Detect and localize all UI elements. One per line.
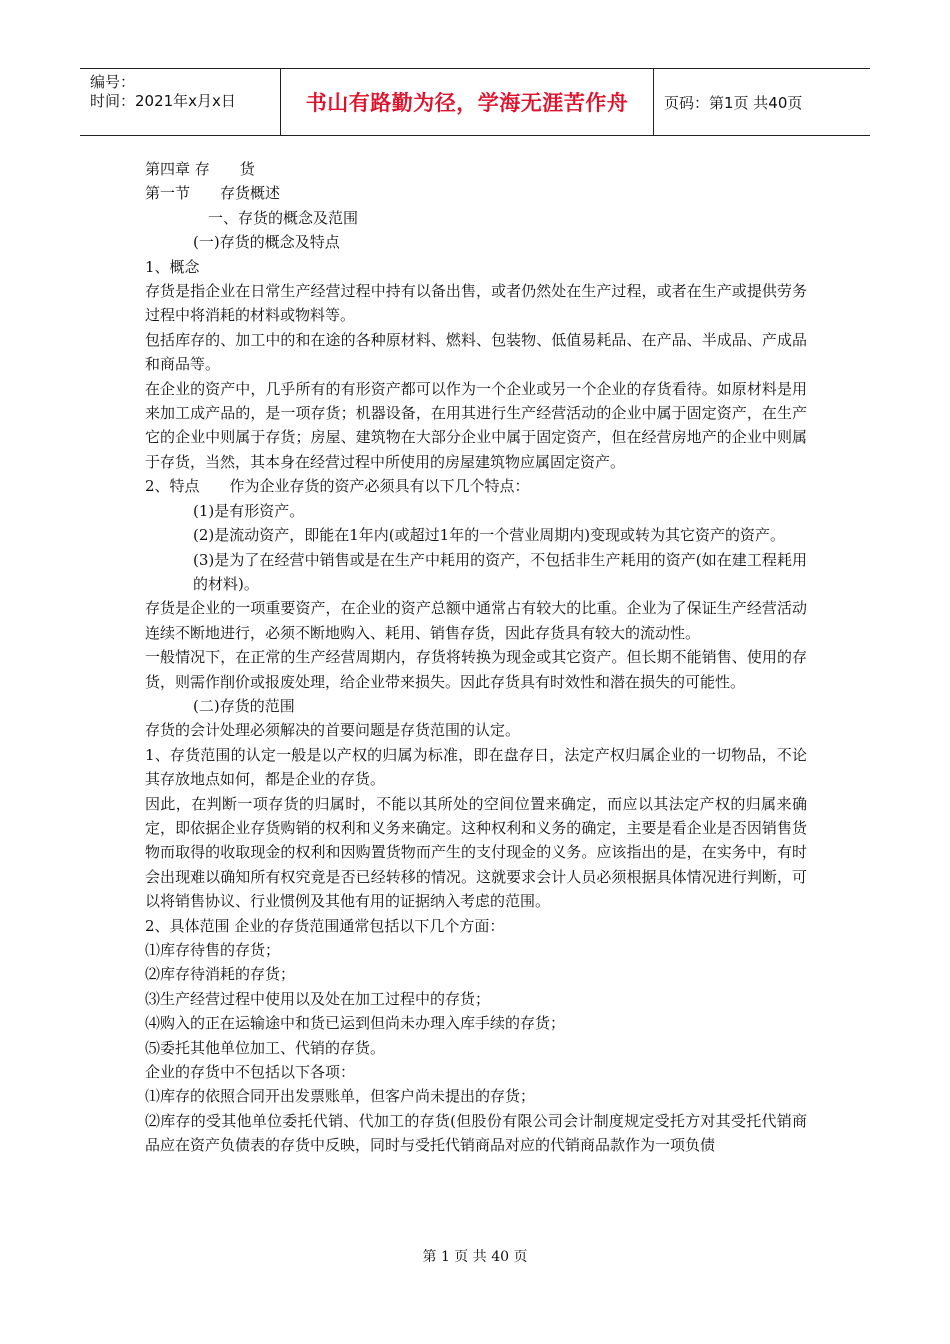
header-page-number: 页码：第1页 共40页	[664, 93, 803, 112]
paragraph: (1)是有形资产。	[193, 501, 305, 520]
paragraph: 2、具体范围 企业的存货范围通常包括以下几个方面：	[145, 916, 505, 935]
paragraph: 存货的会计处理必须解决的首要问题是存货范围的认定。	[145, 721, 521, 740]
paragraph: ⑸委托其他单位加工、代销的存货。	[145, 1038, 386, 1057]
paragraph: 1、存货范围的认定一般是以产权的归属为标准，即在盘存日，法定产权归属企业的一切物品，不论其存放地点如何，都是企业的存货。	[145, 745, 807, 789]
paragraph: 一、存货的概念及范围	[193, 208, 359, 227]
paragraph: 因此，在判断一项存货的归属时，不能以其所处的空间位置来确定，而应以其法定产权的归属来确定，即依据企业存货购销的权利和义务来确定。这种权利和义务的确定，主要是看企业是否因销售货物而取得的收取现金的权利和因购置货物而产生的支付现金的义务。应该指出的是，在实务中，有时会出现难以确知所有权究竟是否已经转移的情况。这就要求会计人员必须根据具体情况进行判断，可以将销售协议、行业惯例及其他有用的证据纳入考虑的范围。	[145, 794, 807, 911]
paragraph: ⑵库存待消耗的存货；	[145, 965, 296, 984]
header-motto: 书山有路勤为径，学海无涯苦作舟	[281, 69, 654, 135]
paragraph: 存货是企业的一项重要资产，在企业的资产总额中通常占有较大的比重。企业为了保证生产经营活动连续不断地进行，必须不断地购入、耗用、销售存货，因此存货具有较大的流动性。	[145, 599, 807, 642]
paragraph: 企业的存货中不包括以下各项：	[145, 1063, 356, 1082]
document-body	[145, 157, 807, 1158]
paragraph: 在企业的资产中，几乎所有的有形资产都可以作为一个企业或另一个企业的存货看待。如原材料是用来加工成产品的，是一项存货；机器设备，在用其进行生产经营活动的企业中属于固定资产，在生产它的企业中则属于存货；房屋、建筑物在大部分企业中属于固定资产，但在经营房地产的企业中则属于存货，当然，其本身在经营过程中所使用的房屋建筑物应属固定资产。	[145, 379, 807, 471]
paragraph: 2、特点 作为企业存货的资产必须具有以下几个特点：	[145, 477, 530, 496]
document-time-label: 时间：2021年x月x日	[90, 92, 236, 110]
paragraph: (一)存货的概念及特点	[193, 233, 340, 252]
paragraph: 包括库存的、加工中的和在途的各种原材料、燃料、包装物、低值易耗品、在产品、半成品、产成品和商品等。	[145, 330, 807, 374]
paragraph: ⑴库存的依照合同开出发票账单，但客户尚未提出的存货；	[145, 1087, 536, 1106]
paragraph: 一般情况下，在正常的生产经营周期内，存货将转换为现金或其它资产。但长期不能销售、使用的存货，则需作削价或报废处理，给企业带来损失。因此存货具有时效性和潜在损失的可能性。	[145, 648, 807, 691]
document-number-label: 编号：	[90, 73, 136, 91]
header-info-cell	[80, 69, 281, 135]
paragraph: (二)存货的范围	[193, 696, 295, 715]
page-header	[80, 68, 870, 136]
paragraph: 1、概念	[145, 257, 200, 276]
paragraph: 第四章 存 货	[145, 160, 255, 178]
paragraph: 第一节 存货概述	[145, 184, 281, 203]
paragraph: 存货是指企业在日常生产经营过程中持有以备出售，或者仍然处在生产过程，或者在生产或提供劳务过程中将消耗的材料或物料等。	[145, 282, 807, 325]
page-footer: 第 1 页 共 40 页	[422, 1249, 528, 1265]
paragraph: ⑷购入的正在运输途中和货已运到但尚未办理入库手续的存货；	[145, 1014, 566, 1033]
paragraph: (3)是为了在经营中销售或是在生产中耗用的资产，不包括非生产耗用的资产(如在建工程耗用的材料)。	[193, 550, 807, 593]
paragraph: (2)是流动资产，即能在1年内(或超过1年的一个营业周期内)变现或转为其它资产的资产。	[193, 526, 786, 545]
paragraph: ⑴库存待售的存货；	[145, 941, 281, 959]
paragraph: ⑵库存的受其他单位委托代销、代加工的存货(但股份有限公司会计制度规定受托方对其受托代销商品应在资产负债表的存货中反映，同时与受托代销商品对应的代销商品款作为一项负债	[145, 1111, 807, 1155]
paragraph: ⑶生产经营过程中使用以及处在加工过程中的存货；	[145, 989, 491, 1008]
